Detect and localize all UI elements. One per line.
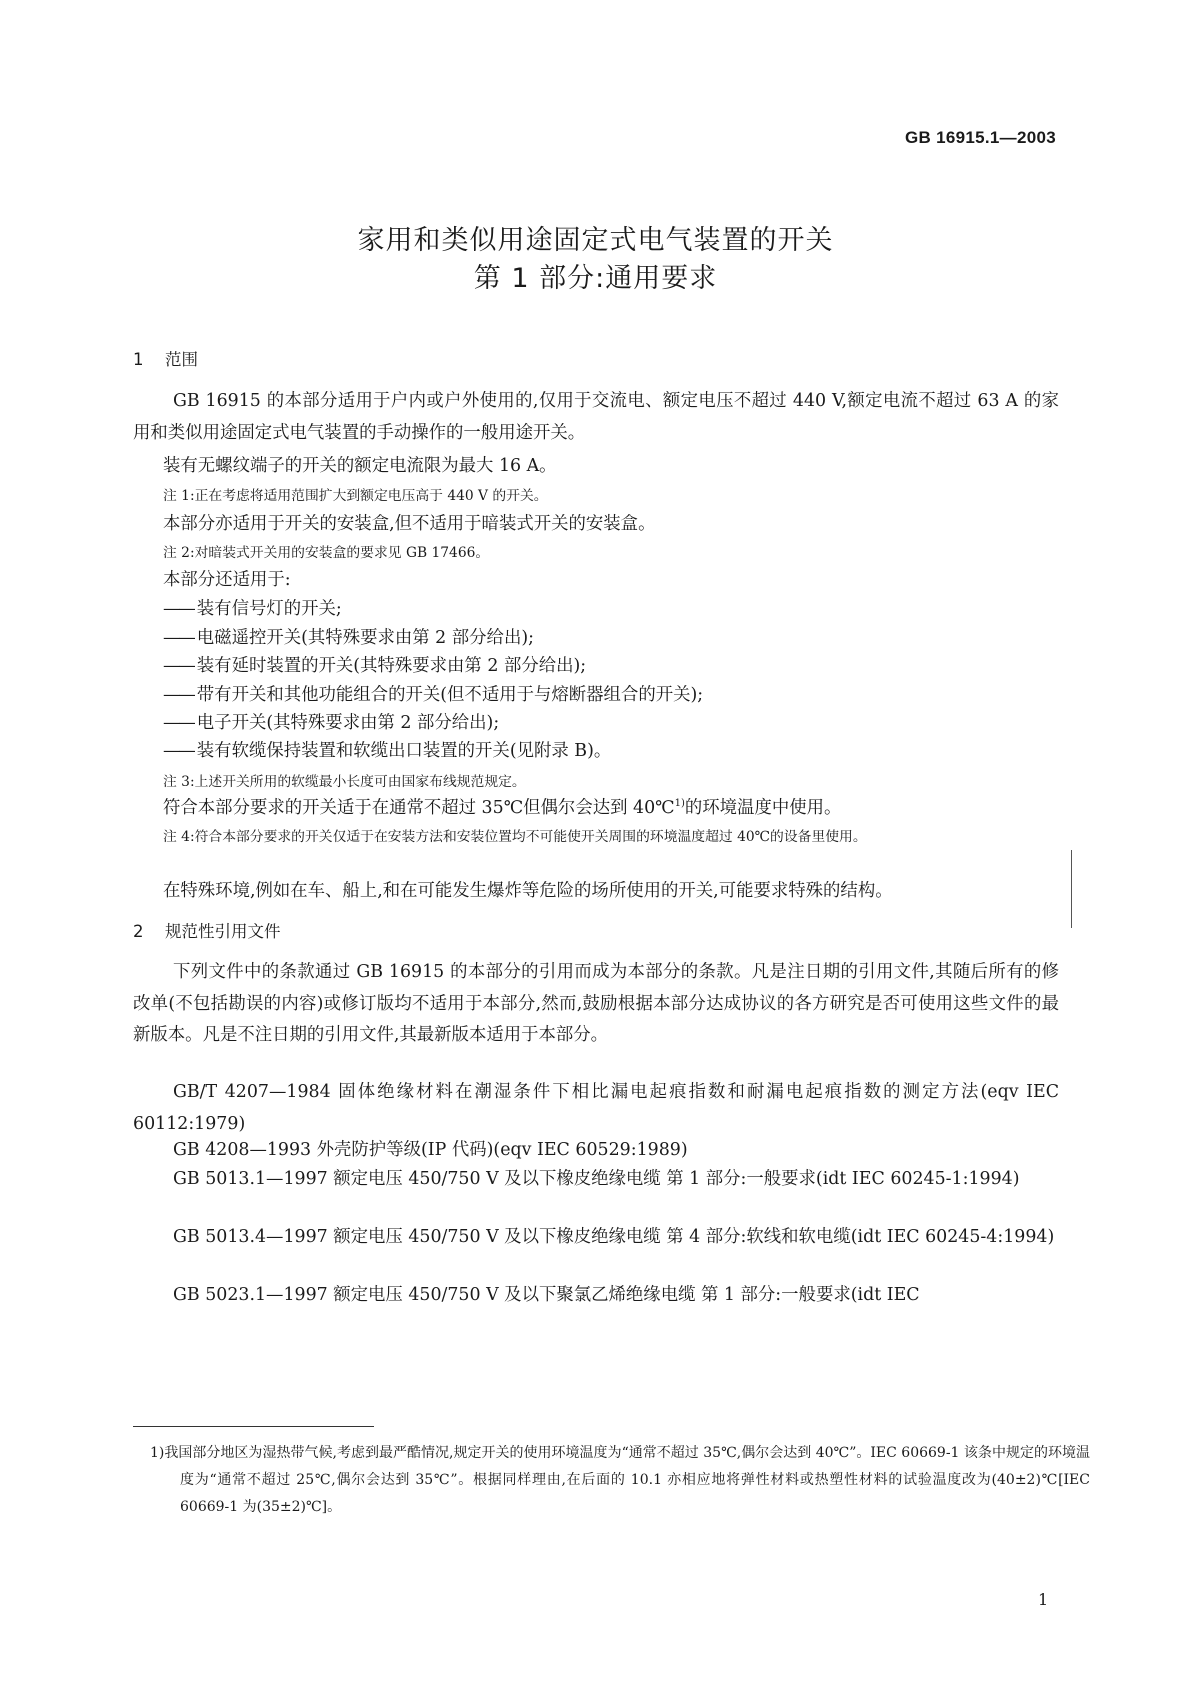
special-environment-paragraph: 在特殊环境,例如在车、船上,和在可能发生爆炸等危险的场所使用的开关,可能要求特殊的结构。 — [163, 881, 893, 901]
footnote: 1)我国部分地区为湿热带气候,考虑到最严酷情况,规定开关的使用环境温度为“通常不超过 35℃,偶尔会达到 40℃”。IEC 60669-1 该条中规定的环境温度为“通常不超过 25℃,偶尔会达到 35℃”。根据同样理由,在后面的 10.1 亦相应地将弹性材料或热塑性材料的试验温度改为(40±2)℃[IEC 60669-1 为(35±2)℃]。 — [150, 1445, 1090, 1515]
reference-entry: GB 4208—1993 外壳防护等级(IP 代码)(eqv IEC 60529:1989) — [173, 1140, 688, 1160]
reference-entry: GB 5013.4—1997 额定电压 450/750 V 及以下橡皮绝缘电缆 第 4 部分:软线和软电缆(idt IEC 60245-4:1994) — [173, 1227, 1055, 1247]
note-3: 注 3:上述开关所用的软缆最小长度可由国家布线规范规定。 — [163, 774, 526, 790]
section-number: 2 — [133, 922, 144, 941]
section-title: 范围 — [165, 350, 198, 369]
footnote-separator — [133, 1426, 374, 1427]
reference-entry: GB/T 4207—1984 固体绝缘材料在潮湿条件下相比漏电起痕指数和耐漏电起痕指数的测定方法(eqv IEC 60112:1979) — [133, 1082, 1059, 1134]
change-bar — [1071, 850, 1072, 928]
title-line-1: 家用和类似用途固定式电气装置的开关 — [357, 225, 834, 256]
scope-paragraph: GB 16915 的本部分适用于户内或户外使用的,仅用于交流电、额定电压不超过 440 V,额定电流不超过 63 A 的家用和类似用途固定式电气装置的手动操作的一般用途开关。 — [133, 391, 1059, 443]
section-number: 1 — [133, 350, 144, 369]
reference-entry: GB 5013.1—1997 额定电压 450/750 V 及以下橡皮绝缘电缆 第 1 部分:一般要求(idt IEC 60245-1:1994) — [173, 1169, 1020, 1189]
section-title: 规范性引用文件 — [165, 922, 281, 941]
page-number: 1 — [1038, 1590, 1049, 1609]
title-line-2: 第 1 部分:通用要求 — [473, 263, 718, 294]
list-item: —— 装有信号灯的开关; — [163, 599, 342, 619]
note-2: 注 2:对暗装式开关用的安装盒的要求见 GB 17466。 — [163, 545, 490, 561]
section-1-heading — [133, 346, 198, 370]
list-item: —— 电磁遥控开关(其特殊要求由第 2 部分给出); — [163, 628, 534, 648]
list-item: —— 电子开关(其特殊要求由第 2 部分给出); — [163, 713, 500, 733]
list-item: —— 带有开关和其他功能组合的开关(但不适用于与熔断器组合的开关); — [163, 685, 704, 705]
footnote-reference: 1) — [674, 798, 685, 810]
scope-paragraph-terminals: 装有无螺纹端子的开关的额定电流限为最大 16 A。 — [163, 456, 557, 476]
note-4: 注 4:符合本部分要求的开关仅适于在安装方法和安装位置均不可能使开关周围的环境温度超过 40℃的设备里使用。 — [163, 829, 867, 845]
temperature-paragraph: 符合本部分要求的开关适于在通常不超过 35℃但偶尔会达到 40℃$^{1)}$的环境温度中使用。 — [163, 798, 842, 818]
reference-entry: GB 5023.1—1997 额定电压 450/750 V 及以下聚氯乙烯绝缘电缆 第 1 部分:一般要求(idt IEC — [173, 1285, 920, 1305]
normative-references-intro: 下列文件中的条款通过 GB 16915 的本部分的引用而成为本部分的条款。凡是注日期的引用文件,其随后所有的修改单(不包括勘误的内容)或修订版均不适用于本部分,然而,鼓励根据本部分达成协议的各方研究是否可使用这些文件的最新版本。凡是不注日期的引用文件,其最新版本适用于本部分。 — [133, 962, 1059, 1045]
section-2-heading — [133, 918, 281, 942]
document-number: GB 16915.1—2003 — [905, 128, 1056, 147]
scope-paragraph-boxes: 本部分亦适用于开关的安装盒,但不适用于暗装式开关的安装盒。 — [163, 514, 656, 534]
note-1: 注 1:正在考虑将适用范围扩大到额定电压高于 440 V 的开关。 — [163, 488, 548, 504]
scope-paragraph-applies: 本部分还适用于: — [163, 570, 291, 590]
list-item: —— 装有软缆保持装置和软缆出口装置的开关(见附录 B)。 — [163, 741, 612, 761]
list-item: —— 装有延时装置的开关(其特殊要求由第 2 部分给出); — [163, 656, 587, 676]
